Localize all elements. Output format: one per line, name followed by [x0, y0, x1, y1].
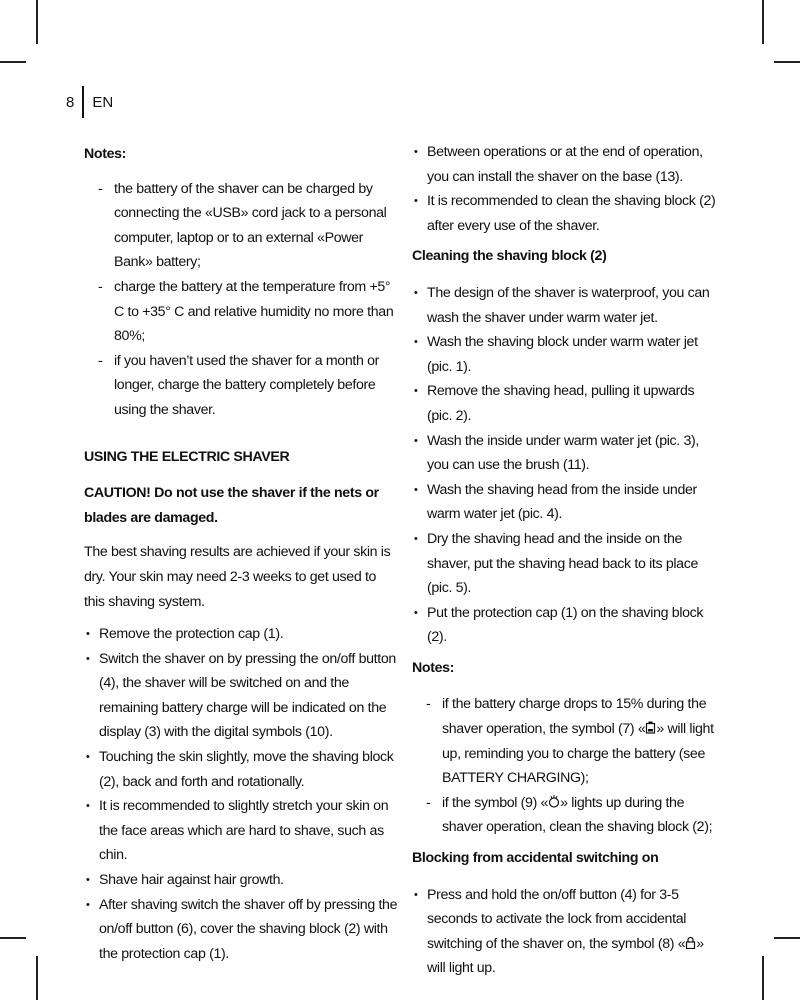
note-item	[412, 692, 722, 790]
section-title: USING THE ELECTRIC SHAVER	[84, 448, 290, 465]
usage-item: • Touching the skin slightly, move the shaving block (2), back and forth and rotationally.	[84, 745, 400, 794]
battery-icon	[645, 721, 656, 734]
storage-item: • It is recommended to clean the shaving block (2) after every use of the shaver.	[412, 189, 722, 238]
note-item: - charge the battery at the temperature from +5° C to +35° C and relative humidity no more than 80%;	[84, 275, 400, 349]
note-item: - the battery of the shaver can be charged by connecting the «USB» cord jack to a personal computer, laptop or to an external «Power Bank» battery;	[84, 177, 400, 275]
cleaning-item: • Wash the inside under warm water jet (pic. 3), you can use the brush (11).	[412, 429, 722, 478]
notes-title-right: Notes:	[412, 659, 455, 676]
crop-mark	[774, 61, 800, 63]
crop-mark	[36, 0, 38, 44]
cleaning-item: • The design of the shaver is waterproof, you can wash the shaver under warm water jet.	[412, 281, 722, 330]
notes-list-right	[412, 692, 722, 840]
lock-text: » will light up.	[427, 935, 704, 977]
page-number: 8	[66, 93, 75, 111]
lock-icon	[685, 936, 696, 949]
usage-item: • Remove the protection cap (1).	[84, 622, 400, 647]
crop-mark	[36, 956, 38, 1000]
notes-list	[84, 177, 400, 423]
crop-mark	[0, 937, 26, 939]
cleaning-list	[412, 281, 722, 650]
left-column	[84, 140, 400, 966]
note-text: » lights up during the shaver operation, clean the shaving block (2);	[442, 794, 713, 836]
note-item: - if you haven’t used the shaver for a month or longer, charge the battery completely before using the shaver.	[84, 349, 400, 423]
shaver-head-icon	[548, 794, 560, 808]
usage-item: • It is recommended to slightly stretch your skin on the face areas which are hard to shave, such as chin.	[84, 794, 400, 868]
intro-paragraph: The best shaving results are achieved if your skin is dry. Your skin may need 2-3 weeks to get used to this shaving system.	[84, 544, 391, 610]
cleaning-title: Cleaning the shaving block (2)	[412, 248, 607, 265]
note-item	[412, 791, 722, 840]
lock-text: Press and hold the on/off button (4) for 3-5 seconds to activate the lock from accidental switching of the shaver on, the symbol (8) «	[427, 886, 687, 952]
usage-list	[84, 622, 400, 966]
usage-item: • Switch the shaver on by pressing the on/off button (4), the shaver will be switched on and the remaining battery charge will be indicated on the display (3) with the digital symbols (10).	[84, 647, 400, 745]
caution-text: CAUTION! Do not use the shaver if the nets or blades are damaged.	[84, 485, 379, 526]
crop-mark	[762, 0, 764, 44]
right-column	[412, 140, 722, 981]
lock-list	[412, 883, 722, 981]
crop-mark	[762, 956, 764, 1000]
storage-item: • Between operations or at the end of operation, you can install the shaver on the base (13).	[412, 140, 722, 189]
notes-title: Notes:	[84, 146, 127, 162]
crop-mark	[774, 937, 800, 939]
cleaning-item: • Wash the shaving block under warm water jet (pic. 1).	[412, 330, 722, 379]
language-label: EN	[92, 93, 114, 111]
usage-item: • Shave hair against hair growth.	[84, 868, 400, 893]
cleaning-item: • Remove the shaving head, pulling it upwards (pic. 2).	[412, 379, 722, 428]
lock-item	[412, 883, 722, 981]
page-header	[66, 86, 113, 118]
cleaning-item: • Put the protection cap (1) on the shaving block (2).	[412, 601, 722, 650]
storage-list	[412, 140, 722, 238]
cleaning-item: • Wash the shaving head from the inside under warm water jet (pic. 4).	[412, 478, 722, 527]
crop-mark	[0, 61, 26, 63]
lock-title: Blocking from accidental switching on	[412, 850, 659, 867]
cleaning-item: • Dry the shaving head and the inside on the shaver, put the shaving head back to its place (pic. 5).	[412, 527, 722, 601]
usage-item: • After shaving switch the shaver off by pressing the on/off button (6), cover the shaving block (2) with the protection cap (1).	[84, 893, 400, 967]
note-text: if the battery charge drops to 15% during the shaver operation, the symbol (7) «	[442, 696, 707, 738]
note-text: if the symbol (9) «	[442, 794, 549, 811]
note-text: » will light up, reminding you to charge the battery (see BATTERY CHARGING);	[442, 721, 714, 787]
